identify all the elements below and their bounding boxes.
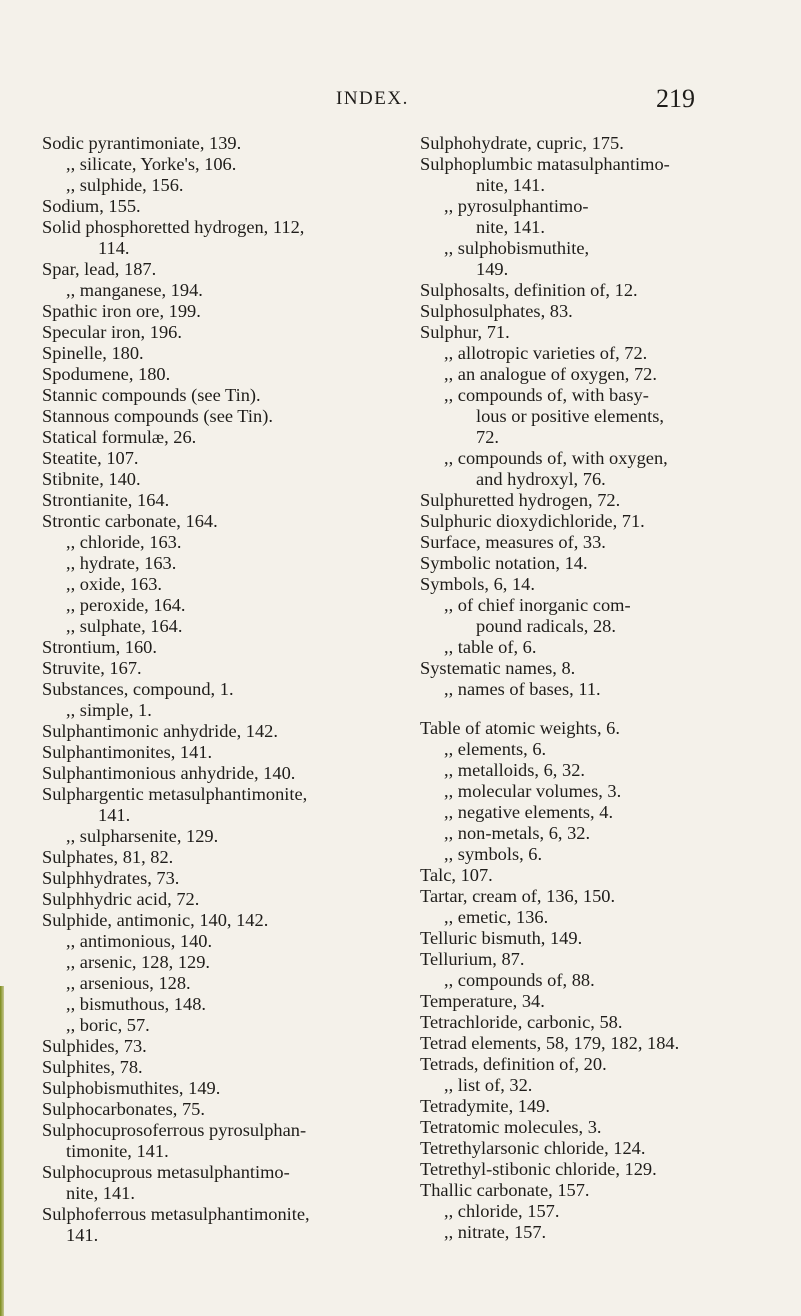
index-entry: Sulphocuprosoferrous pyrosulphan- bbox=[42, 1120, 307, 1140]
index-entry: ,, molecular volumes, 3. bbox=[444, 781, 622, 801]
index-entry: Spathic iron ore, 199. bbox=[42, 301, 201, 321]
index-entry: 149. bbox=[476, 259, 509, 279]
index-entry: ,, arsenious, 128. bbox=[66, 973, 191, 993]
index-entry: ,, sulphobismuthite, bbox=[444, 238, 590, 258]
index-column-right bbox=[420, 133, 760, 1243]
page-header bbox=[0, 84, 801, 118]
index-entry: ,, silicate, Yorke's, 106. bbox=[66, 154, 237, 174]
index-entry: Statical formulæ, 26. bbox=[42, 427, 197, 447]
index-entry: Sulphargentic metasulphantimonite, bbox=[42, 784, 308, 804]
index-entry: Sodium, 155. bbox=[42, 196, 141, 216]
index-entry: Thallic carbonate, 157. bbox=[420, 1180, 590, 1200]
index-entry: Sulphoplumbic matasulphantimo- bbox=[420, 154, 670, 174]
index-entry: Sulphhydrates, 73. bbox=[42, 868, 180, 888]
running-head: INDEX. bbox=[336, 88, 409, 109]
index-entry: ,, bismuthous, 148. bbox=[66, 994, 206, 1014]
index-entry: Telluric bismuth, 149. bbox=[420, 928, 583, 948]
index-entry: 114. bbox=[98, 238, 130, 258]
index-entry: ,, sulpharsenite, 129. bbox=[66, 826, 219, 846]
section-gap bbox=[420, 700, 760, 718]
index-entry: ,, negative elements, 4. bbox=[444, 802, 614, 822]
index-entry: Surface, measures of, 33. bbox=[420, 532, 606, 552]
index-entry: ,, names of bases, 11. bbox=[444, 679, 601, 699]
index-entry: ,, table of, 6. bbox=[444, 637, 537, 657]
index-entry: Stannic compounds (see Tin). bbox=[42, 385, 261, 405]
index-entry: Sulphobismuthites, 149. bbox=[42, 1078, 221, 1098]
index-entry: Tetrethylarsonic chloride, 124. bbox=[420, 1138, 646, 1158]
index-entry: ,, arsenic, 128, 129. bbox=[66, 952, 211, 972]
index-entry: ,, simple, 1. bbox=[66, 700, 152, 720]
index-entry: Temperature, 34. bbox=[420, 991, 545, 1011]
index-entry: Tetrethyl-stibonic chloride, 129. bbox=[420, 1159, 657, 1179]
index-entry: Tetrad elements, 58, 179, 182, 184. bbox=[420, 1033, 680, 1053]
index-entry: ,, peroxide, 164. bbox=[66, 595, 186, 615]
index-entry: ,, sulphide, 156. bbox=[66, 175, 184, 195]
index-entry: Solid phosphoretted hydrogen, 112, bbox=[42, 217, 305, 237]
index-entry: nite, 141. bbox=[66, 1183, 135, 1203]
index-entry: ,, compounds of, with basy- bbox=[444, 385, 649, 405]
index-entry: ,, compounds of, with oxygen, bbox=[444, 448, 668, 468]
index-entry: Table of atomic weights, 6. bbox=[420, 718, 620, 738]
index-column-left bbox=[42, 133, 397, 1246]
index-entry: ,, hydrate, 163. bbox=[66, 553, 177, 573]
index-entry: Sulphantimonic anhydride, 142. bbox=[42, 721, 278, 741]
index-entry: Sulphocuprous metasulphantimo- bbox=[42, 1162, 290, 1182]
index-entry: nite, 141. bbox=[476, 175, 545, 195]
index-entry: Sulphantimonites, 141. bbox=[42, 742, 213, 762]
index-entry: Sulphates, 81, 82. bbox=[42, 847, 174, 867]
index-entry: ,, an analogue of oxygen, 72. bbox=[444, 364, 657, 384]
index-entry: nite, 141. bbox=[476, 217, 545, 237]
index-entry: Sulphites, 78. bbox=[42, 1057, 143, 1077]
index-entry: Tetrads, definition of, 20. bbox=[420, 1054, 607, 1074]
index-entry: Sulphide, antimonic, 140, 142. bbox=[42, 910, 269, 930]
index-entry: ,, manganese, 194. bbox=[66, 280, 203, 300]
index-entry: Talc, 107. bbox=[420, 865, 493, 885]
index-entry: ,, boric, 57. bbox=[66, 1015, 150, 1035]
index-entry: Substances, compound, 1. bbox=[42, 679, 234, 699]
index-entry: Sulphuric dioxydichloride, 71. bbox=[420, 511, 645, 531]
page-number: 219 bbox=[656, 84, 695, 113]
index-entry: Systematic names, 8. bbox=[420, 658, 576, 678]
index-entry: pound radicals, 28. bbox=[476, 616, 616, 636]
index-entry: Symbolic notation, 14. bbox=[420, 553, 588, 573]
index-entry: ,, pyrosulphantimo- bbox=[444, 196, 589, 216]
index-entry: ,, allotropic varieties of, 72. bbox=[444, 343, 648, 363]
index-entry: Struvite, 167. bbox=[42, 658, 142, 678]
index-entry: Stannous compounds (see Tin). bbox=[42, 406, 273, 426]
index-entry: Strontianite, 164. bbox=[42, 490, 170, 510]
index-entry: Sulphur, 71. bbox=[420, 322, 510, 342]
index-entry: ,, antimonious, 140. bbox=[66, 931, 213, 951]
index-entry: Strontium, 160. bbox=[42, 637, 157, 657]
index-entry: Sulphantimonious anhydride, 140. bbox=[42, 763, 296, 783]
index-entry: ,, oxide, 163. bbox=[66, 574, 163, 594]
index-entry: 72. bbox=[476, 427, 499, 447]
index-entry: ,, emetic, 136. bbox=[444, 907, 549, 927]
index-entry: ,, compounds of, 88. bbox=[444, 970, 595, 990]
index-entry: Tetratomic molecules, 3. bbox=[420, 1117, 602, 1137]
index-entry: Tetradymite, 149. bbox=[420, 1096, 550, 1116]
index-entry: Sulphoferrous metasulphantimonite, bbox=[42, 1204, 310, 1224]
index-entry: 141. bbox=[66, 1225, 99, 1245]
index-entry: Tartar, cream of, 136, 150. bbox=[420, 886, 616, 906]
index-entry: Spinelle, 180. bbox=[42, 343, 144, 363]
index-entry: Tellurium, 87. bbox=[420, 949, 525, 969]
index-entry: Specular iron, 196. bbox=[42, 322, 182, 342]
index-entry: Sulphocarbonates, 75. bbox=[42, 1099, 205, 1119]
index-entry: Symbols, 6, 14. bbox=[420, 574, 535, 594]
binding-edge bbox=[0, 986, 4, 1316]
index-entry: ,, sulphate, 164. bbox=[66, 616, 183, 636]
index-entry: Sulphosulphates, 83. bbox=[420, 301, 573, 321]
index-entry: ,, non-metals, 6, 32. bbox=[444, 823, 591, 843]
index-entry: Spodumene, 180. bbox=[42, 364, 171, 384]
index-entry: Tetrachloride, carbonic, 58. bbox=[420, 1012, 623, 1032]
index-entry: ,, chloride, 163. bbox=[66, 532, 182, 552]
index-entry: Sodic pyrantimoniate, 139. bbox=[42, 133, 242, 153]
index-entry: ,, metalloids, 6, 32. bbox=[444, 760, 585, 780]
index-entry: 141. bbox=[98, 805, 131, 825]
index-entry: Spar, lead, 187. bbox=[42, 259, 157, 279]
index-entry: Sulphosalts, definition of, 12. bbox=[420, 280, 638, 300]
index-entry: ,, elements, 6. bbox=[444, 739, 547, 759]
index-entry: ,, chloride, 157. bbox=[444, 1201, 560, 1221]
index-entry: ,, of chief inorganic com- bbox=[444, 595, 631, 615]
index-entry: ,, list of, 32. bbox=[444, 1075, 533, 1095]
index-entry: Sulphohydrate, cupric, 175. bbox=[420, 133, 624, 153]
index-entry: ,, symbols, 6. bbox=[444, 844, 543, 864]
index-entry: ,, nitrate, 157. bbox=[444, 1222, 547, 1242]
index-entry: Stibnite, 140. bbox=[42, 469, 141, 489]
index-entry: Sulphhydric acid, 72. bbox=[42, 889, 200, 909]
index-entry: Sulphuretted hydrogen, 72. bbox=[420, 490, 621, 510]
index-entry: and hydroxyl, 76. bbox=[476, 469, 606, 489]
index-entry: timonite, 141. bbox=[66, 1141, 169, 1161]
index-entry: Steatite, 107. bbox=[42, 448, 139, 468]
index-entry: Sulphides, 73. bbox=[42, 1036, 147, 1056]
index-entry: lous or positive elements, bbox=[476, 406, 664, 426]
index-entry: Strontic carbonate, 164. bbox=[42, 511, 218, 531]
